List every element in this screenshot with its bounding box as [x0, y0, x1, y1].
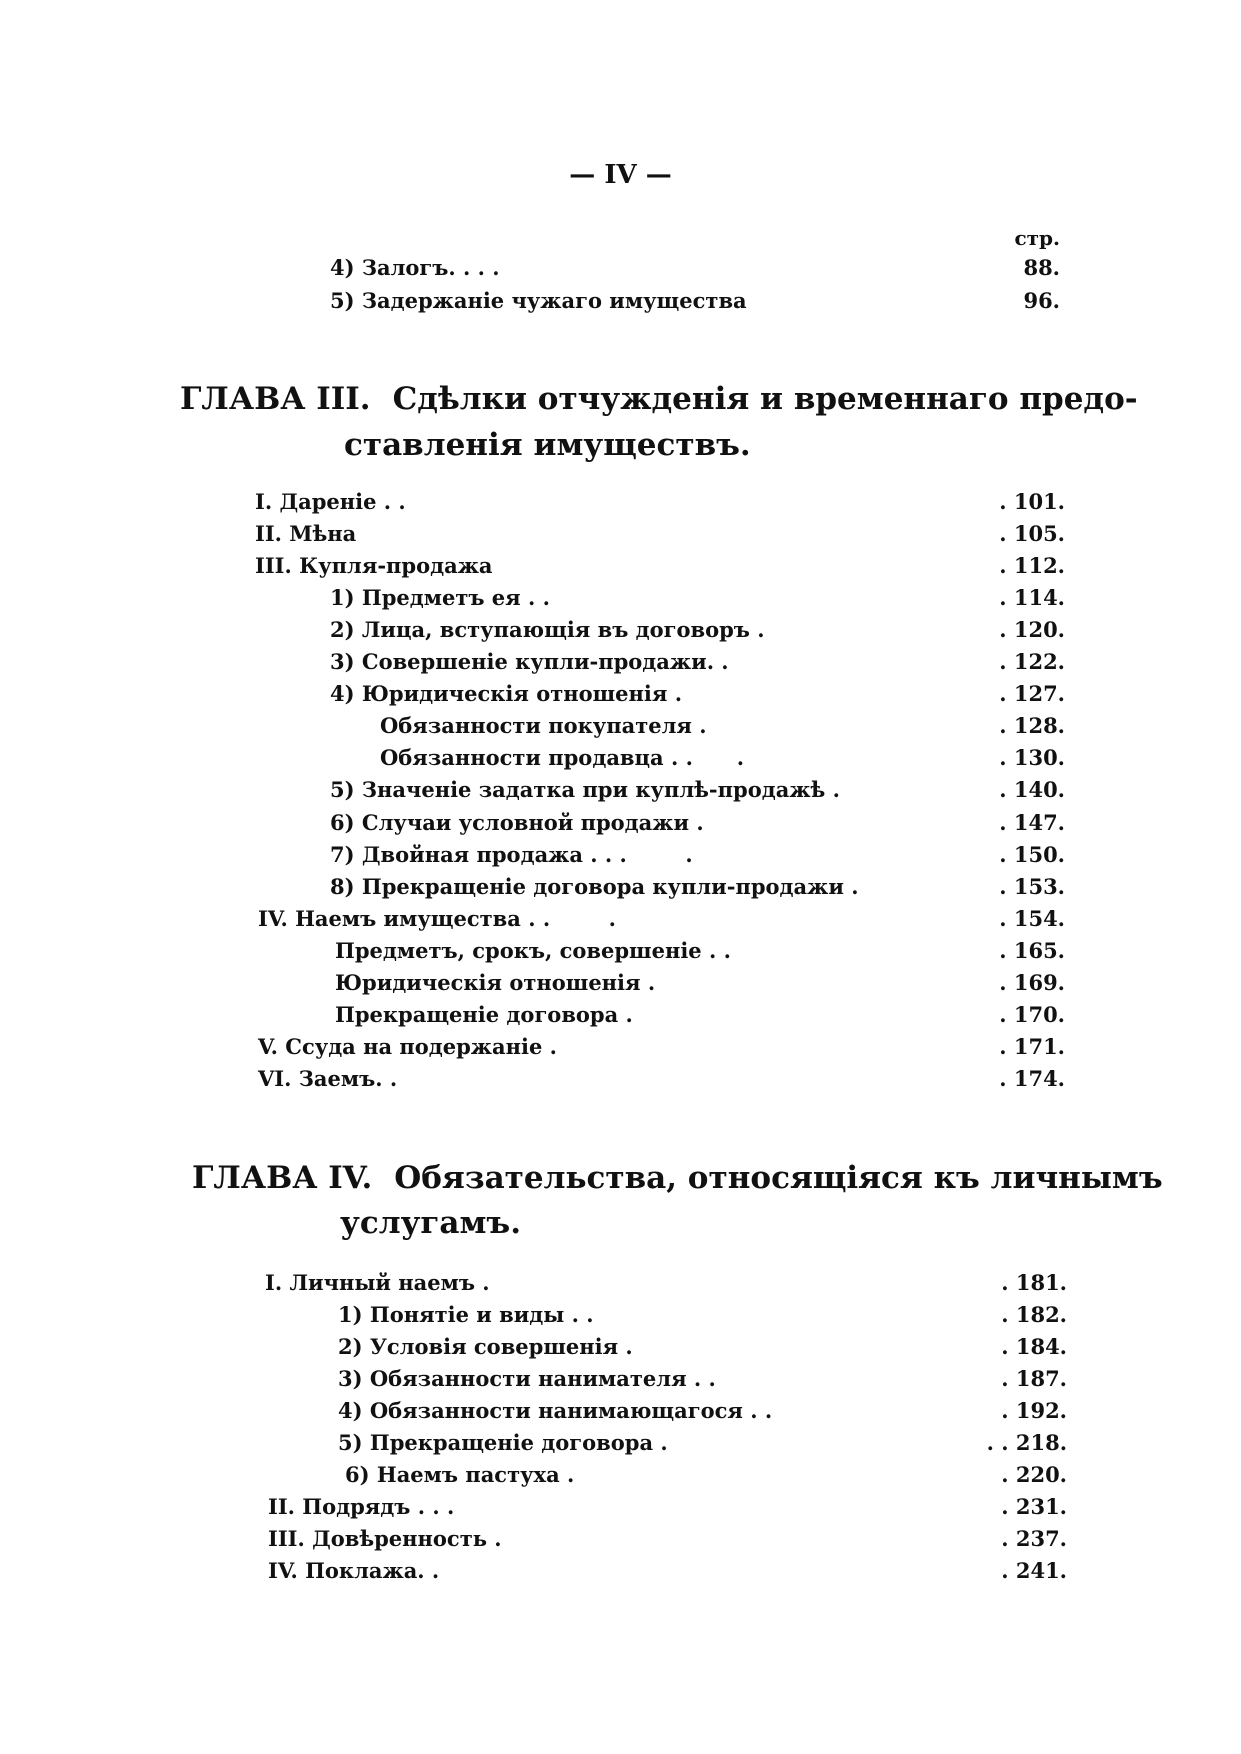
toc-entry-title: 8) Прекращеніе договора купли-продажи .	[330, 874, 859, 899]
toc-entry	[335, 968, 1065, 998]
toc-entry	[258, 1064, 1065, 1094]
toc-entry-title: IV. Поклажа. .	[268, 1558, 440, 1583]
toc-entry	[338, 1300, 1067, 1330]
toc-entry-title: 5) Задержаніе чужаго имущества	[330, 288, 747, 313]
toc-entry-page: . 169.	[999, 970, 1065, 995]
toc-entry-page: . 128.	[999, 713, 1065, 738]
toc-entry-page: . 170.	[999, 1002, 1065, 1027]
toc-entry-page: . 241.	[1001, 1558, 1067, 1583]
toc-entry-title: 3) Совершеніе купли-продажи. .	[330, 649, 729, 674]
toc-entry	[330, 840, 1065, 870]
toc-entry-page: . 220.	[1001, 1462, 1067, 1487]
toc-entry-title: 5) Значеніе задатка при куплѣ-продажѣ .	[330, 777, 840, 802]
toc-entry-page: 96.	[1023, 288, 1060, 313]
toc-entry-title: 2) Лица, вступающія въ договоръ .	[330, 617, 765, 642]
page-number: — IV —	[569, 160, 672, 190]
toc-entry	[335, 1000, 1065, 1030]
chapter-heading-continued: ставленія имуществъ.	[344, 427, 751, 463]
toc-entry	[338, 1364, 1067, 1394]
toc-entry-page: . 184.	[1001, 1334, 1067, 1359]
toc-entry-title: 6) Наемъ пастуха .	[345, 1462, 575, 1487]
chapter-heading-continued: услугамъ.	[340, 1205, 522, 1241]
toc-entry	[258, 904, 1065, 934]
chapter-label: ГЛАВА IV.	[192, 1160, 373, 1196]
toc-entry-page: . 101.	[999, 489, 1065, 514]
toc-entry	[255, 551, 1065, 581]
toc-entry-title: Обязанности покупателя .	[380, 713, 707, 738]
toc-entry-page: . 192.	[1001, 1398, 1067, 1423]
toc-entry-page: . 171.	[999, 1034, 1065, 1059]
toc-entry-page: . 174.	[999, 1066, 1065, 1091]
toc-entry-page: . 153.	[999, 874, 1065, 899]
toc-entry-title: III. Купля-продажа	[255, 553, 493, 578]
toc-entry-page: . . 218.	[986, 1430, 1067, 1455]
toc-entry	[338, 1396, 1067, 1426]
toc-entry-title: I. Личный наемъ .	[265, 1270, 490, 1295]
toc-entry-page: . 231.	[1001, 1494, 1067, 1519]
toc-entry-page: . 237.	[1001, 1526, 1067, 1551]
chapter-heading	[180, 376, 1138, 422]
toc-entry-page: . 130.	[999, 745, 1065, 770]
toc-entry	[380, 743, 1065, 773]
toc-entry-page: . 147.	[999, 810, 1065, 835]
toc-entry-title: 1) Понятіе и виды . .	[338, 1302, 594, 1327]
toc-entry-title: Прекращеніе договора .	[335, 1002, 633, 1027]
toc-entry-title: 2) Условія совершенія .	[338, 1334, 633, 1359]
chapter-title: Обязательства, относящіяся къ личнымъ	[394, 1160, 1163, 1196]
toc-entry-title: 4) Обязанности нанимающагося . .	[338, 1398, 773, 1423]
toc-entry-title: Обязанности продавца . . .	[380, 745, 745, 770]
toc-entry	[330, 615, 1065, 645]
toc-entry	[330, 775, 1065, 805]
chapter-title: Сдѣлки отчужденія и временнаго предо-	[392, 381, 1138, 417]
toc-entry	[380, 711, 1065, 741]
toc-entry-page: . 165.	[999, 938, 1065, 963]
toc-entry	[345, 1460, 1067, 1490]
toc-entry	[330, 679, 1065, 709]
toc-entry-page: . 150.	[999, 842, 1065, 867]
toc-entry-title: 1) Предметъ ея . .	[330, 585, 550, 610]
toc-entry-page: . 182.	[1001, 1302, 1067, 1327]
toc-entry-page: . 114.	[999, 585, 1065, 610]
toc-entry-title: 6) Случаи условной продажи .	[330, 810, 704, 835]
toc-entry-title: 4) Залогъ. . . .	[330, 255, 500, 280]
toc-entry	[255, 519, 1065, 549]
toc-entry-title: V. Ссуда на подержаніе .	[258, 1034, 557, 1059]
toc-entry-title: Предметъ, срокъ, совершеніе . .	[335, 938, 731, 963]
toc-entry-title: 7) Двойная продажа . . . .	[330, 842, 693, 867]
toc-entry-page: . 105.	[999, 521, 1065, 546]
toc-entry	[330, 253, 1060, 283]
toc-entry-title: 4) Юридическія отношенія .	[330, 681, 683, 706]
toc-entry	[335, 936, 1065, 966]
toc-entry	[330, 286, 1060, 316]
toc-entry-page: . 112.	[999, 553, 1065, 578]
toc-entry	[268, 1492, 1067, 1522]
toc-entry	[265, 1268, 1067, 1298]
toc-entry-page: . 140.	[999, 777, 1065, 802]
toc-entry-page: . 127.	[999, 681, 1065, 706]
toc-entry	[330, 583, 1065, 613]
toc-entry-title: II. Мѣна	[255, 521, 357, 546]
toc-entry-title: 5) Прекращеніе договора .	[338, 1430, 668, 1455]
toc-entry-title: 3) Обязанности нанимателя . .	[338, 1366, 716, 1391]
toc-entry-page: . 122.	[999, 649, 1065, 674]
page-column-label: стр.	[1014, 226, 1060, 250]
toc-entry-page: . 120.	[999, 617, 1065, 642]
toc-entry	[338, 1428, 1067, 1458]
toc-entry	[255, 487, 1065, 517]
toc-entry	[338, 1332, 1067, 1362]
toc-entry	[330, 808, 1065, 838]
toc-entry	[330, 872, 1065, 902]
toc-entry	[258, 1032, 1065, 1062]
toc-entry-page: . 187.	[1001, 1366, 1067, 1391]
toc-entry-title: I. Дареніе . .	[255, 489, 406, 514]
toc-entry-title: Юридическія отношенія .	[335, 970, 656, 995]
chapter-label: ГЛАВА III.	[180, 381, 371, 417]
chapter-heading	[192, 1155, 1163, 1201]
toc-entry	[268, 1556, 1067, 1586]
toc-entry	[330, 647, 1065, 677]
toc-entry-title: IV. Наемъ имущества . . .	[258, 906, 616, 931]
toc-entry-title: II. Подрядъ . . .	[268, 1494, 455, 1519]
toc-entry-title: VI. Заемъ. .	[258, 1066, 398, 1091]
toc-entry-page: . 181.	[1001, 1270, 1067, 1295]
toc-entry-page: 88.	[1023, 255, 1060, 280]
toc-entry-title: III. Довѣренность .	[268, 1526, 502, 1551]
toc-entry	[268, 1524, 1067, 1554]
toc-entry-page: . 154.	[999, 906, 1065, 931]
